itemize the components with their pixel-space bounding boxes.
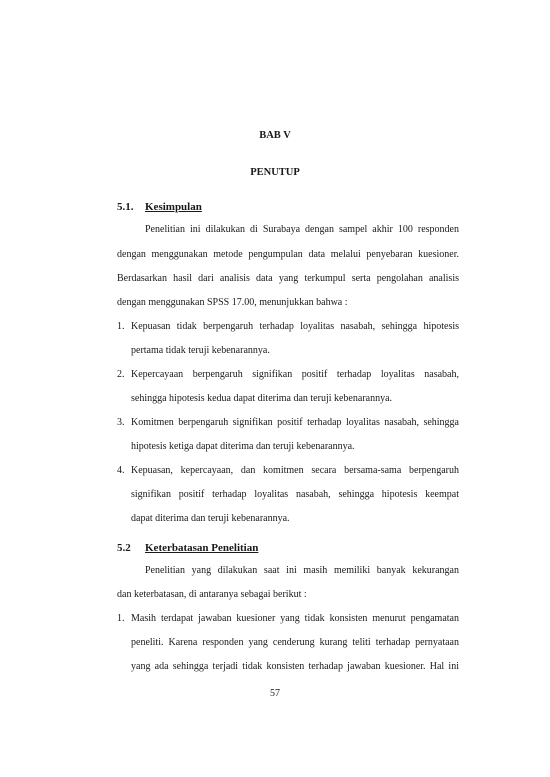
list-item-line: Kepercayaan berpengaruh signifikan positif terhadap loyalitas nasabah, <box>131 369 459 380</box>
section-number: 5.1. <box>117 201 134 213</box>
chapter-number: BAB V <box>259 130 291 141</box>
paragraph-line: dan keterbatasan, di antaranya sebagai berikut : <box>117 589 307 600</box>
list-item-line: Kepuasan, kepercayaan, dan komitmen secara bersama-sama berpengaruh <box>131 465 459 476</box>
list-item-marker: 4. <box>117 465 125 476</box>
paragraph-line: Penelitian ini dilakukan di Surabaya dengan sampel akhir 100 responden <box>145 224 459 235</box>
list-item-line: signifikan positif terhadap loyalitas nasabah, sehingga hipotesis keempat <box>131 489 459 500</box>
list-item-line: pertama tidak teruji kebenarannya. <box>131 345 270 356</box>
list-item-marker: 3. <box>117 417 125 428</box>
list-item-line: yang ada sehingga terjadi tidak konsisten terhadap jawaban kuesioner. Hal ini <box>131 661 459 672</box>
section-heading-kesimpulan <box>117 201 202 213</box>
list-item-marker: 1. <box>117 613 125 624</box>
page-number: 57 <box>270 688 280 699</box>
list-item-line: dapat diterima dan teruji kebenarannya. <box>131 513 290 524</box>
list-item-line: peneliti. Karena responden yang cenderung kurang teliti terhadap pernyataan <box>131 637 459 648</box>
paragraph-line: Penelitian yang dilakukan saat ini masih memiliki banyak kekurangan <box>145 565 459 576</box>
list-item-marker: 2. <box>117 369 125 380</box>
list-item-marker: 1. <box>117 321 125 332</box>
chapter-title: PENUTUP <box>250 167 300 178</box>
list-item-line: Komitmen berpengaruh signifikan positif terhadap loyalitas nasabah, sehingga <box>131 417 459 428</box>
list-item-line: Masih terdapat jawaban kuesioner yang tidak konsisten menurut pengamatan <box>131 613 459 624</box>
section-number: 5.2 <box>117 542 131 554</box>
section-title: Kesimpulan <box>145 201 202 213</box>
list-item-line: Kepuasan tidak berpengaruh terhadap loyalitas nasabah, sehingga hipotesis <box>131 321 459 332</box>
list-item-line: hipotesis ketiga dapat diterima dan teruji kebenarannya. <box>131 441 355 452</box>
section-heading-keterbatasan <box>117 542 258 554</box>
paragraph-line: dengan menggunakan SPSS 17.00, menunjukkan bahwa : <box>117 297 348 308</box>
section-title: Keterbatasan Penelitian <box>145 542 259 554</box>
paragraph-line: Berdasarkan hasil dari analisis data yang terkumpul serta pengolahan analisis <box>117 273 459 284</box>
list-item-line: sehingga hipotesis kedua dapat diterima dan teruji kebenarannya. <box>131 393 393 404</box>
paragraph-line: dengan menggunakan metode pengumpulan data melalui penyebaran kuesioner. <box>117 249 459 260</box>
